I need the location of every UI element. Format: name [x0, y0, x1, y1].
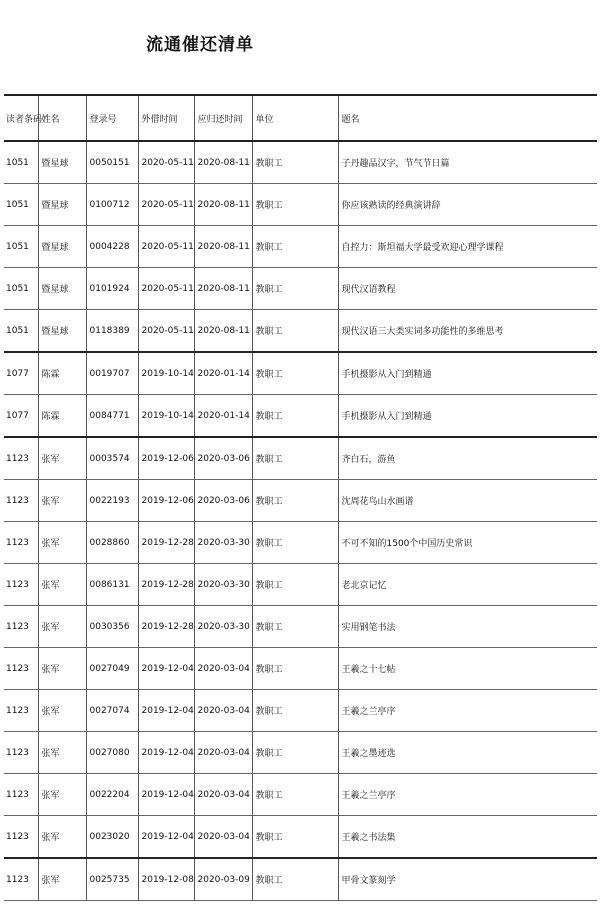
cell-reader-barcode: 1123	[4, 816, 38, 859]
cell-name: 张军	[38, 648, 86, 690]
cell-reader-barcode: 1123	[4, 564, 38, 606]
cell-unit: 教职工	[252, 268, 338, 310]
cell-reader-barcode: 1051	[4, 268, 38, 310]
cell-reader-barcode: 1123	[4, 648, 38, 690]
cell-name: 张军	[38, 437, 86, 480]
cell-reader-barcode: 1123	[4, 858, 38, 901]
table-row	[4, 352, 597, 395]
cell-name: 陈霖	[38, 395, 86, 438]
cell-unit: 教职工	[252, 310, 338, 353]
cell-accession-no: 0084771	[86, 395, 138, 438]
table-row	[4, 437, 597, 480]
table-row	[4, 690, 597, 732]
cell-name: 张军	[38, 606, 86, 648]
table-row	[4, 816, 597, 859]
cell-reader-barcode: 1123	[4, 732, 38, 774]
cell-book-title: 王羲之十七帖	[338, 648, 597, 690]
cell-checkout-time: 2019-12-04	[138, 648, 194, 690]
cell-reader-barcode: 1123	[4, 522, 38, 564]
cell-name: 暨星球	[38, 310, 86, 353]
cell-unit: 教职工	[252, 522, 338, 564]
table-row	[4, 522, 597, 564]
cell-name: 张军	[38, 858, 86, 901]
cell-due-time: 2020-01-14	[194, 395, 252, 438]
header-book-title: 题名	[338, 95, 597, 141]
cell-reader-barcode: 1051	[4, 310, 38, 353]
cell-name: 暨星球	[38, 268, 86, 310]
cell-checkout-time: 2019-12-06	[138, 480, 194, 522]
header-reader-barcode: 读者条码	[4, 95, 38, 141]
cell-book-title: 不可不知的1500个中国历史常识	[338, 522, 597, 564]
cell-checkout-time: 2020-05-11	[138, 184, 194, 226]
overdue-list-table	[4, 94, 597, 901]
cell-accession-no: 0086131	[86, 564, 138, 606]
cell-accession-no: 0028860	[86, 522, 138, 564]
cell-due-time: 2020-08-11	[194, 310, 252, 353]
cell-unit: 教职工	[252, 648, 338, 690]
cell-accession-no: 0023020	[86, 816, 138, 859]
cell-due-time: 2020-08-11	[194, 184, 252, 226]
cell-checkout-time: 2020-05-11	[138, 310, 194, 353]
cell-book-title: 甲骨文篆刻学	[338, 858, 597, 901]
table-row	[4, 606, 597, 648]
cell-reader-barcode: 1051	[4, 141, 38, 184]
cell-book-title: 你应该熟读的经典演讲辞	[338, 184, 597, 226]
cell-due-time: 2020-08-11	[194, 268, 252, 310]
cell-book-title: 王羲之兰亭序	[338, 690, 597, 732]
cell-unit: 教职工	[252, 606, 338, 648]
cell-checkout-time: 2019-12-04	[138, 816, 194, 859]
cell-accession-no: 0101924	[86, 268, 138, 310]
cell-due-time: 2020-03-04	[194, 816, 252, 859]
cell-checkout-time: 2019-12-28	[138, 606, 194, 648]
cell-accession-no: 0027074	[86, 690, 138, 732]
cell-unit: 教职工	[252, 437, 338, 480]
cell-checkout-time: 2019-12-28	[138, 564, 194, 606]
cell-unit: 教职工	[252, 858, 338, 901]
cell-checkout-time: 2019-12-04	[138, 690, 194, 732]
header-checkout-time: 外借时间	[138, 95, 194, 141]
cell-unit: 教职工	[252, 352, 338, 395]
cell-name: 张军	[38, 690, 86, 732]
cell-book-title: 自控力：斯坦福大学最受欢迎心理学课程	[338, 226, 597, 268]
cell-name: 陈霖	[38, 352, 86, 395]
cell-due-time: 2020-03-30	[194, 522, 252, 564]
page-title: 流通催还清单	[146, 35, 254, 55]
cell-unit: 教职工	[252, 732, 338, 774]
cell-due-time: 2020-03-04	[194, 690, 252, 732]
table-row	[4, 226, 597, 268]
cell-due-time: 2020-03-06	[194, 437, 252, 480]
cell-name: 张军	[38, 816, 86, 859]
cell-reader-barcode: 1051	[4, 184, 38, 226]
cell-reader-barcode: 1077	[4, 395, 38, 438]
cell-checkout-time: 2020-05-11	[138, 226, 194, 268]
cell-name: 张军	[38, 564, 86, 606]
cell-unit: 教职工	[252, 564, 338, 606]
cell-accession-no: 0004228	[86, 226, 138, 268]
cell-book-title: 现代汉语三大类实词多功能性的多维思考	[338, 310, 597, 353]
table-row	[4, 141, 597, 184]
cell-due-time: 2020-03-04	[194, 648, 252, 690]
cell-book-title: 实用钢笔书法	[338, 606, 597, 648]
header-due-time: 应归还时间	[194, 95, 252, 141]
cell-book-title: 手机摄影从入门到精通	[338, 352, 597, 395]
cell-accession-no: 0050151	[86, 141, 138, 184]
cell-due-time: 2020-03-04	[194, 732, 252, 774]
cell-accession-no: 0100712	[86, 184, 138, 226]
cell-reader-barcode: 1051	[4, 226, 38, 268]
header-unit: 单位	[252, 95, 338, 141]
cell-accession-no: 0022193	[86, 480, 138, 522]
cell-book-title: 现代汉语教程	[338, 268, 597, 310]
cell-book-title: 王羲之兰亭序	[338, 774, 597, 816]
cell-checkout-time: 2020-05-11	[138, 268, 194, 310]
cell-reader-barcode: 1123	[4, 690, 38, 732]
cell-accession-no: 0025735	[86, 858, 138, 901]
table-row	[4, 732, 597, 774]
table-row	[4, 268, 597, 310]
cell-unit: 教职工	[252, 690, 338, 732]
table-row	[4, 564, 597, 606]
cell-due-time: 2020-03-30	[194, 606, 252, 648]
cell-book-title: 子丹趣品汉字，节气节日篇	[338, 141, 597, 184]
cell-unit: 教职工	[252, 480, 338, 522]
cell-accession-no: 0019707	[86, 352, 138, 395]
cell-name: 张军	[38, 774, 86, 816]
table-row	[4, 858, 597, 901]
cell-book-title: 沈周花鸟山水画谱	[338, 480, 597, 522]
table-row	[4, 395, 597, 438]
cell-reader-barcode: 1123	[4, 606, 38, 648]
cell-due-time: 2020-03-04	[194, 774, 252, 816]
cell-unit: 教职工	[252, 395, 338, 438]
cell-unit: 教职工	[252, 141, 338, 184]
cell-name: 暨星球	[38, 141, 86, 184]
cell-accession-no: 0022204	[86, 774, 138, 816]
cell-reader-barcode: 1077	[4, 352, 38, 395]
cell-checkout-time: 2019-12-08	[138, 858, 194, 901]
table-header-row	[4, 95, 597, 141]
cell-reader-barcode: 1123	[4, 480, 38, 522]
cell-checkout-time: 2019-12-04	[138, 732, 194, 774]
table-row	[4, 310, 597, 353]
cell-unit: 教职工	[252, 184, 338, 226]
cell-name: 张军	[38, 522, 86, 564]
cell-checkout-time: 2019-10-14	[138, 352, 194, 395]
cell-due-time: 2020-08-11	[194, 226, 252, 268]
cell-accession-no: 0003574	[86, 437, 138, 480]
cell-unit: 教职工	[252, 816, 338, 859]
cell-book-title: 王羲之墨迹选	[338, 732, 597, 774]
cell-checkout-time: 2019-12-06	[138, 437, 194, 480]
cell-name: 暨星球	[38, 226, 86, 268]
cell-name: 暨星球	[38, 184, 86, 226]
header-name: 姓名	[38, 95, 86, 141]
table-row	[4, 774, 597, 816]
cell-checkout-time: 2020-05-11	[138, 141, 194, 184]
cell-accession-no: 0118389	[86, 310, 138, 353]
cell-name: 张军	[38, 732, 86, 774]
cell-accession-no: 0027049	[86, 648, 138, 690]
cell-due-time: 2020-01-14	[194, 352, 252, 395]
cell-book-title: 老北京记忆	[338, 564, 597, 606]
cell-name: 张军	[38, 480, 86, 522]
table-row	[4, 184, 597, 226]
cell-due-time: 2020-03-30	[194, 564, 252, 606]
cell-due-time: 2020-03-09	[194, 858, 252, 901]
cell-checkout-time: 2019-12-28	[138, 522, 194, 564]
cell-book-title: 齐白石，游鱼	[338, 437, 597, 480]
cell-due-time: 2020-03-06	[194, 480, 252, 522]
table-row	[4, 480, 597, 522]
cell-accession-no: 0027080	[86, 732, 138, 774]
cell-accession-no: 0030356	[86, 606, 138, 648]
table-row	[4, 648, 597, 690]
cell-due-time: 2020-08-11	[194, 141, 252, 184]
cell-reader-barcode: 1123	[4, 774, 38, 816]
cell-unit: 教职工	[252, 774, 338, 816]
cell-checkout-time: 2019-12-04	[138, 774, 194, 816]
cell-unit: 教职工	[252, 226, 338, 268]
header-accession-no: 登录号	[86, 95, 138, 141]
cell-reader-barcode: 1123	[4, 437, 38, 480]
cell-book-title: 王羲之书法集	[338, 816, 597, 859]
cell-checkout-time: 2019-10-14	[138, 395, 194, 438]
cell-book-title: 手机摄影从入门到精通	[338, 395, 597, 438]
